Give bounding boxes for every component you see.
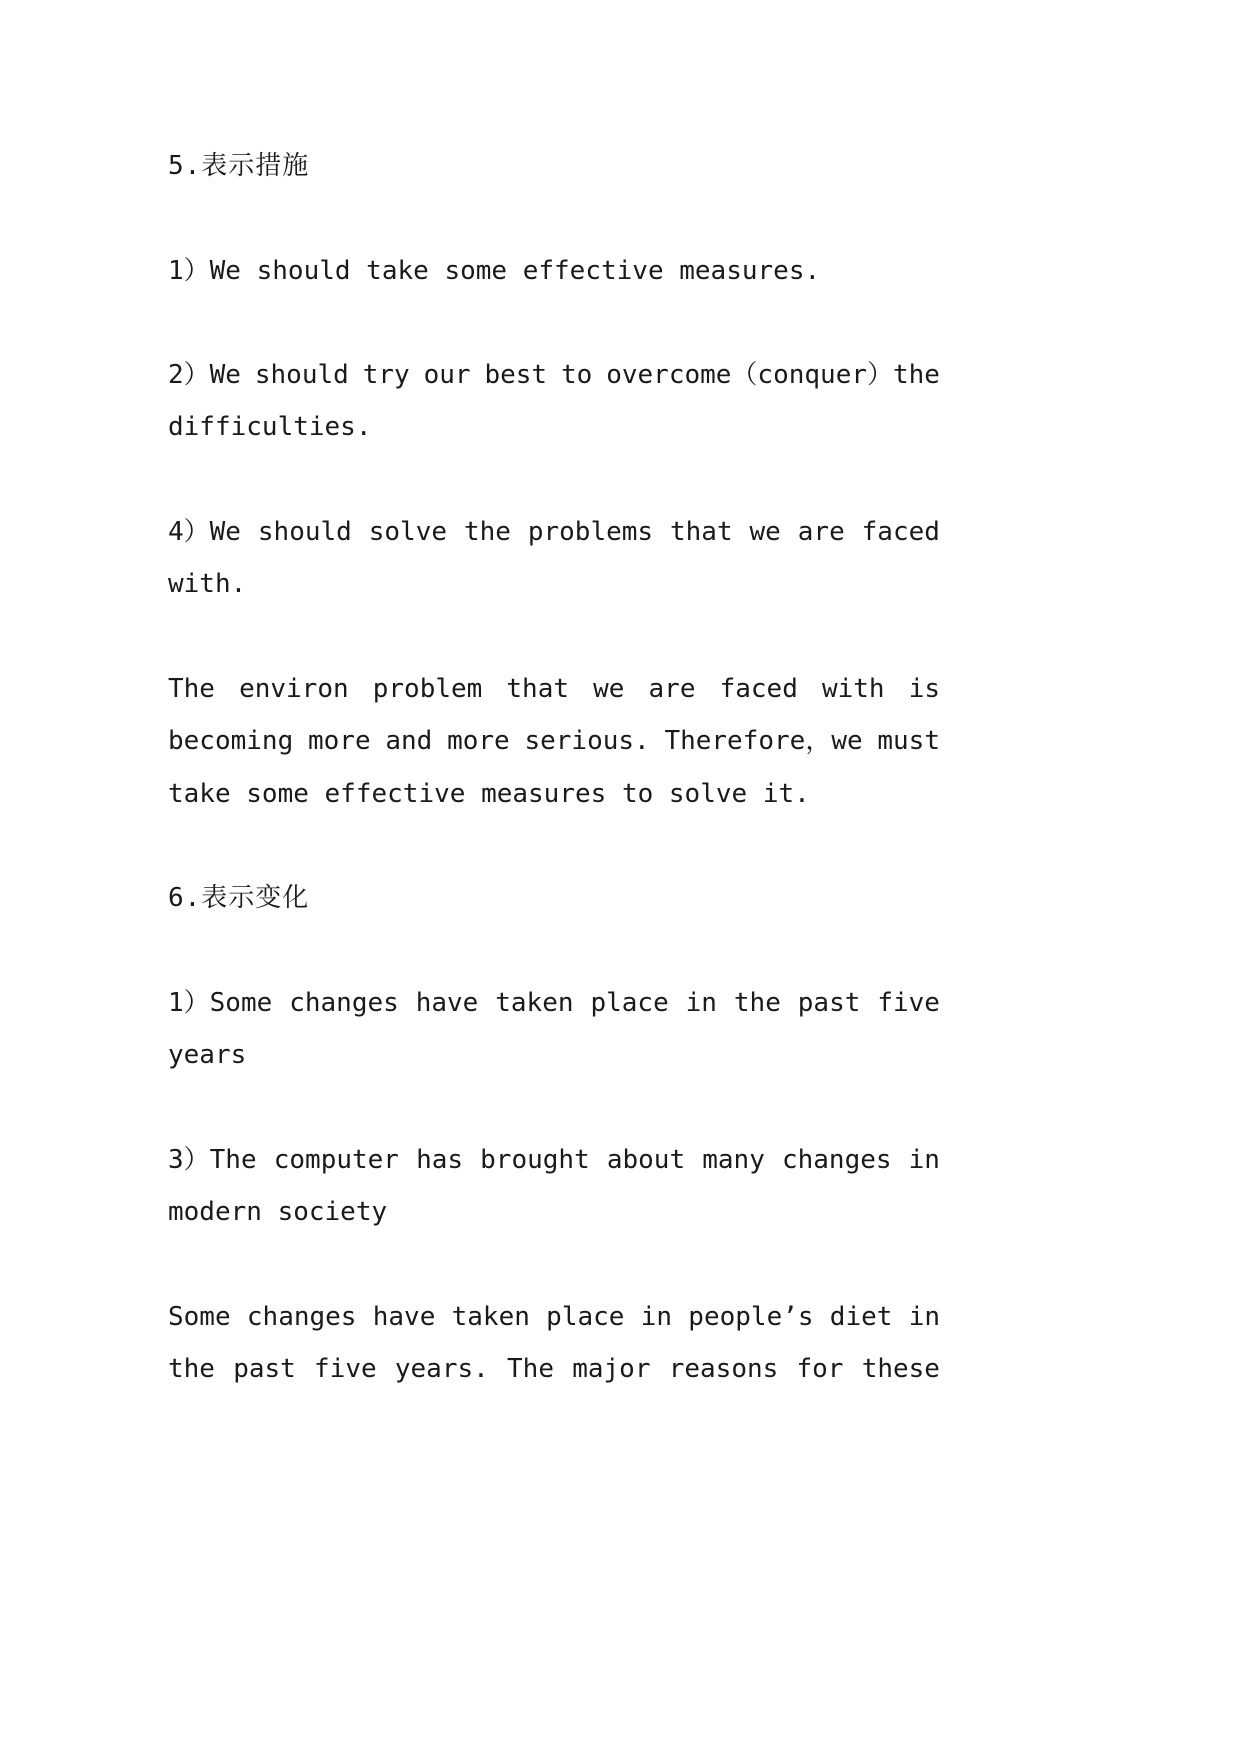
paragraph-changes-1	[168, 977, 940, 1082]
paragraph-line: 1）Some changes have taken place in the past five	[168, 987, 940, 1018]
section-heading-5: 5.表示措施	[168, 151, 310, 181]
paragraph-line: 2）We should try our best to overcome（conquer）the	[168, 360, 940, 391]
example-paragraph-changes	[168, 1291, 940, 1396]
paragraph-line: difficulties.	[168, 412, 372, 443]
paragraph-line: The environ problem that we are faced with is	[168, 673, 940, 704]
paragraph-line: 3）The computer has brought about many changes in	[168, 1144, 940, 1175]
paragraph-line: Some changes have taken place in people’s diet in	[168, 1301, 940, 1332]
paragraph-line: years	[168, 1040, 247, 1071]
paragraph-changes-3	[168, 1134, 940, 1239]
paragraph-measures-4	[168, 506, 940, 611]
paragraph-line: the past five years. The major reasons for these	[168, 1353, 940, 1384]
section-heading-6: 6.表示变化	[168, 883, 310, 914]
example-paragraph-measures	[168, 663, 940, 820]
paragraph-measures-1	[168, 245, 940, 297]
paragraph-line: modern society	[168, 1196, 388, 1227]
paragraph-line: 4）We should solve the problems that we are faced	[168, 517, 940, 548]
paragraph-line: becoming more and more serious. Therefore，we must	[168, 726, 940, 757]
paragraph-measures-2	[168, 349, 940, 454]
paragraph-line: 1）We should take some effective measures.	[168, 255, 821, 286]
document-body	[168, 140, 940, 1447]
paragraph-line: with.	[168, 569, 247, 600]
paragraph-line: take some effective measures to solve it.	[168, 778, 810, 809]
